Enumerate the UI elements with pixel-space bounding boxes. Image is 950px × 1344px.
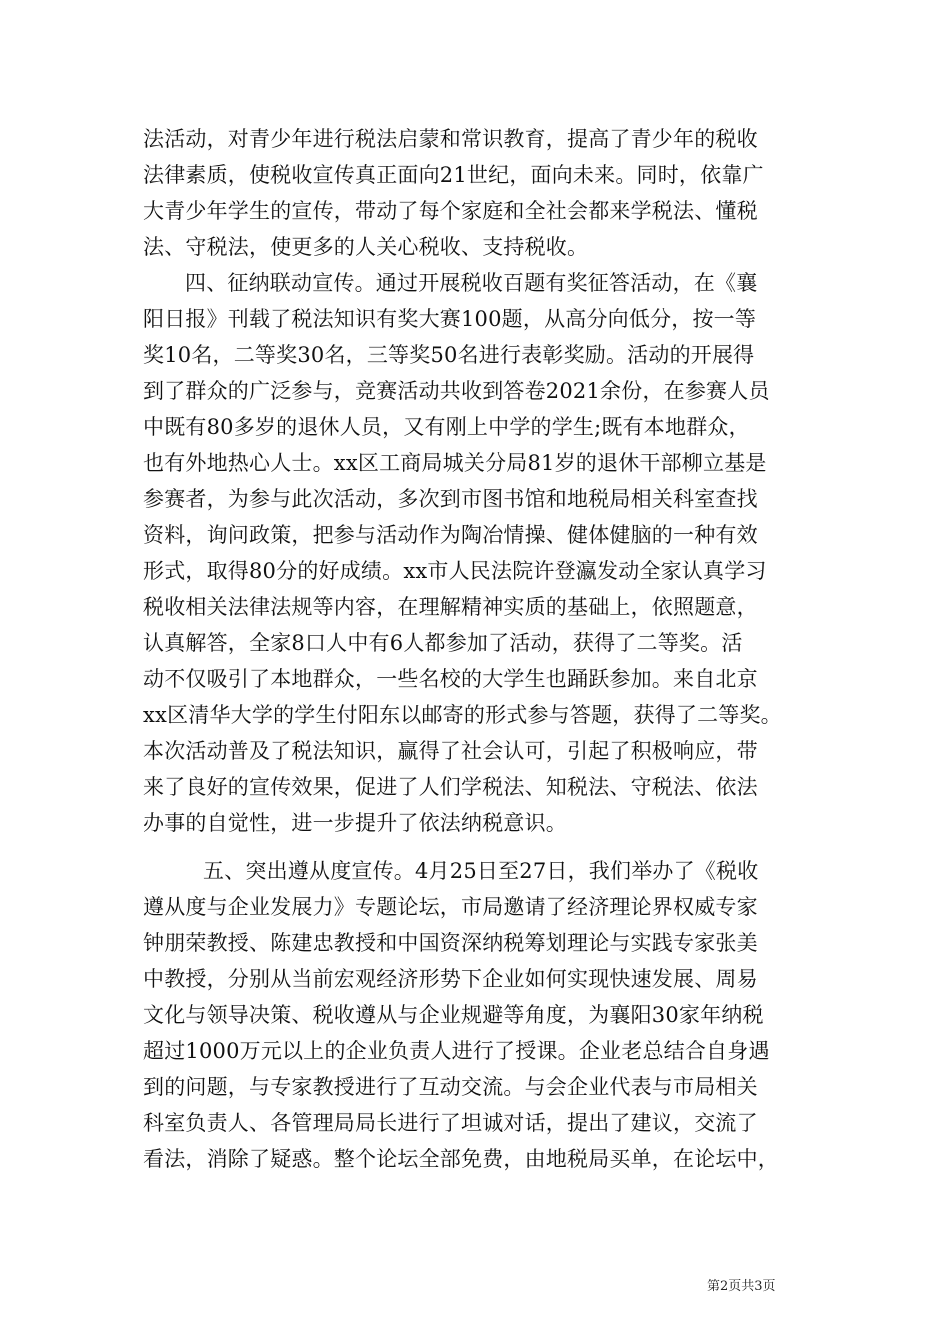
text-line: 办事的自觉性，进一步提升了依法纳税意识。 xyxy=(143,811,567,835)
text-line: 文化与领导决策、税收遵从与企业规避等角度，为襄阳30家年纳税 xyxy=(143,1003,764,1027)
paragraph-start-line: 五、突出遵从度宣传。4月25日至27日，我们举办了《税收 xyxy=(203,859,759,883)
text-line: 看法，消除了疑惑。整个论坛全部免费，由地税局买单，在论坛中， xyxy=(143,1147,779,1171)
text-line: 科室负责人、各管理局局长进行了坦诚对话，提出了建议，交流了 xyxy=(143,1111,758,1135)
text-line: 阳日报》刊载了税法知识有奖大赛100题，从高分向低分，按一等 xyxy=(143,307,757,331)
text-line: 中教授，分别从当前宏观经济形势下企业如何实现快速发展、周易 xyxy=(143,967,758,991)
text-line: 动不仅吸引了本地群众，一些名校的大学生也踊跃参加。来自北京 xyxy=(143,667,758,691)
text-line: 大青少年学生的宣传，带动了每个家庭和全社会都来学税法、懂税 xyxy=(143,199,758,223)
text-line: xx区清华大学的学生付阳东以邮寄的形式参与答题，获得了二等奖。 xyxy=(143,703,782,727)
text-line: 法律素质，使税收宣传真正面向21世纪，面向未来。同时，依靠广 xyxy=(143,163,764,187)
text-line: 形式，取得80分的好成绩。xx市人民法院许登瀛发动全家认真学习 xyxy=(143,559,767,583)
text-line: 参赛者，为参与此次活动，多次到市图书馆和地税局相关科室查找 xyxy=(143,487,758,511)
text-line: 法、守税法，使更多的人关心税收、支持税收。 xyxy=(143,235,589,259)
text-line: 超过1000万元以上的企业负责人进行了授课。企业老总结合自身遇 xyxy=(143,1039,770,1063)
text-line: 也有外地热心人士。xx区工商局城关分局81岁的退休干部柳立基是 xyxy=(143,451,767,475)
text-line: 到了群众的广泛参与，竞赛活动共收到答卷2021余份，在参赛人员 xyxy=(143,379,770,403)
text-line: 遵从度与企业发展力》专题论坛，市局邀请了经济理论界权威专家 xyxy=(143,895,758,919)
text-line: 本次活动普及了税法知识，赢得了社会认可，引起了积极响应，带 xyxy=(143,739,758,763)
text-line: 资料，询问政策，把参与活动作为陶冶情操、健体健脑的一种有效 xyxy=(143,523,758,547)
text-line: 到的问题，与专家教授进行了互动交流。与会企业代表与市局相关 xyxy=(143,1075,758,1099)
text-line: 税收相关法律法规等内容，在理解精神实质的基础上，依照题意， xyxy=(143,595,758,619)
text-line: 法活动，对青少年进行税法启蒙和常识教育，提高了青少年的税收 xyxy=(143,127,758,151)
text-line: 钟朋荣教授、陈建忠教授和中国资深纳税筹划理论与实践专家张美 xyxy=(143,931,758,955)
text-line: 奖10名，二等奖30名，三等奖50名进行表彰奖励。活动的开展得 xyxy=(143,343,755,367)
text-line: 来了良好的宣传效果，促进了人们学税法、知税法、守税法、依法 xyxy=(143,775,758,799)
page-number-footer: 第2页共3页 xyxy=(707,1279,776,1294)
paragraph-start-line: 四、征纳联动宣传。通过开展税收百题有奖征答活动，在《襄 xyxy=(185,271,758,295)
text-line: 中既有80多岁的退休人员，又有刚上中学的学生;既有本地群众， xyxy=(143,415,750,439)
text-line: 认真解答，全家8口人中有6人都参加了活动，获得了二等奖。活 xyxy=(143,631,743,655)
